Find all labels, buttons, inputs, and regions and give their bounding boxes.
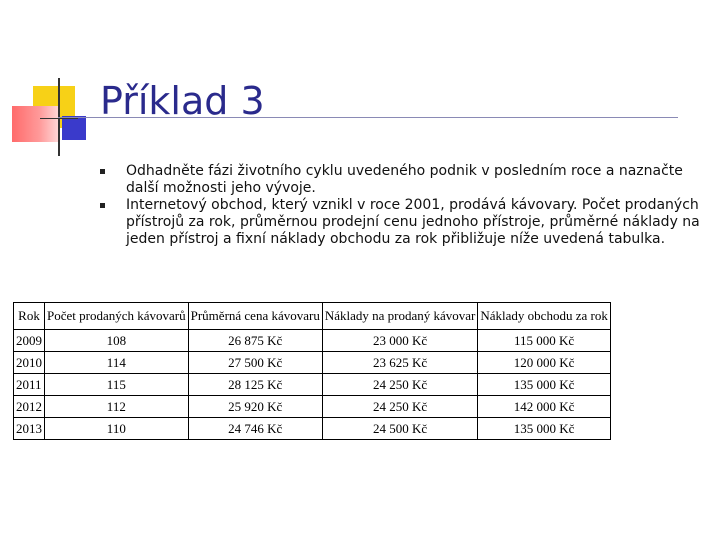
bullet-square-icon [100,203,105,208]
table-row [14,330,611,352]
slide-title: Příklad 3 [100,79,265,123]
cell-units-sold: 115 [45,374,189,396]
cell-units-sold: 112 [45,396,189,418]
table-row [14,396,611,418]
cell-unit-cost: 23 000 Kč [322,330,478,352]
column-header-year: Rok [14,303,45,330]
cell-unit-cost: 23 625 Kč [322,352,478,374]
cell-fixed-cost: 142 000 Kč [478,396,610,418]
cell-year: 2012 [14,396,45,418]
cell-fixed-cost: 115 000 Kč [478,330,610,352]
cell-unit-cost: 24 250 Kč [322,396,478,418]
column-header-units-sold: Počet prodaných kávovarů [45,303,189,330]
cell-average-price: 24 746 Kč [188,418,322,440]
cell-average-price: 28 125 Kč [188,374,322,396]
cell-year: 2009 [14,330,45,352]
cell-fixed-cost: 135 000 Kč [478,418,610,440]
bullet-item [100,197,700,248]
bullet-square-icon [100,169,105,174]
cell-units-sold: 108 [45,330,189,352]
cell-unit-cost: 24 500 Kč [322,418,478,440]
cell-average-price: 27 500 Kč [188,352,322,374]
bullet-text: Odhadněte fázi životního cyklu uvedeného podnik v posledním roce a naznačte další možnosti jeho vývoje. [126,163,683,196]
cell-average-price: 25 920 Kč [188,396,322,418]
cell-year: 2013 [14,418,45,440]
table-row [14,418,611,440]
cell-units-sold: 114 [45,352,189,374]
data-table [13,302,611,440]
column-header-unit-cost: Náklady na prodaný kávovar [322,303,478,330]
table-row [14,374,611,396]
bullet-text: Internetový obchod, který vznikl v roce 2001, prodává kávovary. Počet prodaných přístrojů za rok, průměrnou prodejní cenu jednoho přístroje, průměrné náklady na jeden přístroj a fixní náklady obchodu za rok přibližuje níže uvedená tabulka. [126,197,700,247]
decor-horizontal-line [40,118,78,119]
bullet-list [100,163,700,248]
decor-red-square [12,106,58,142]
cell-unit-cost: 24 250 Kč [322,374,478,396]
cell-year: 2011 [14,374,45,396]
column-header-fixed-cost: Náklady obchodu za rok [478,303,610,330]
table-row [14,352,611,374]
cell-year: 2010 [14,352,45,374]
bullet-item [100,163,700,197]
cell-fixed-cost: 120 000 Kč [478,352,610,374]
column-header-average-price: Průměrná cena kávovaru [188,303,322,330]
table-header-row [14,303,611,330]
decor-blue-square [62,116,86,140]
cell-average-price: 26 875 Kč [188,330,322,352]
cell-fixed-cost: 135 000 Kč [478,374,610,396]
cell-units-sold: 110 [45,418,189,440]
